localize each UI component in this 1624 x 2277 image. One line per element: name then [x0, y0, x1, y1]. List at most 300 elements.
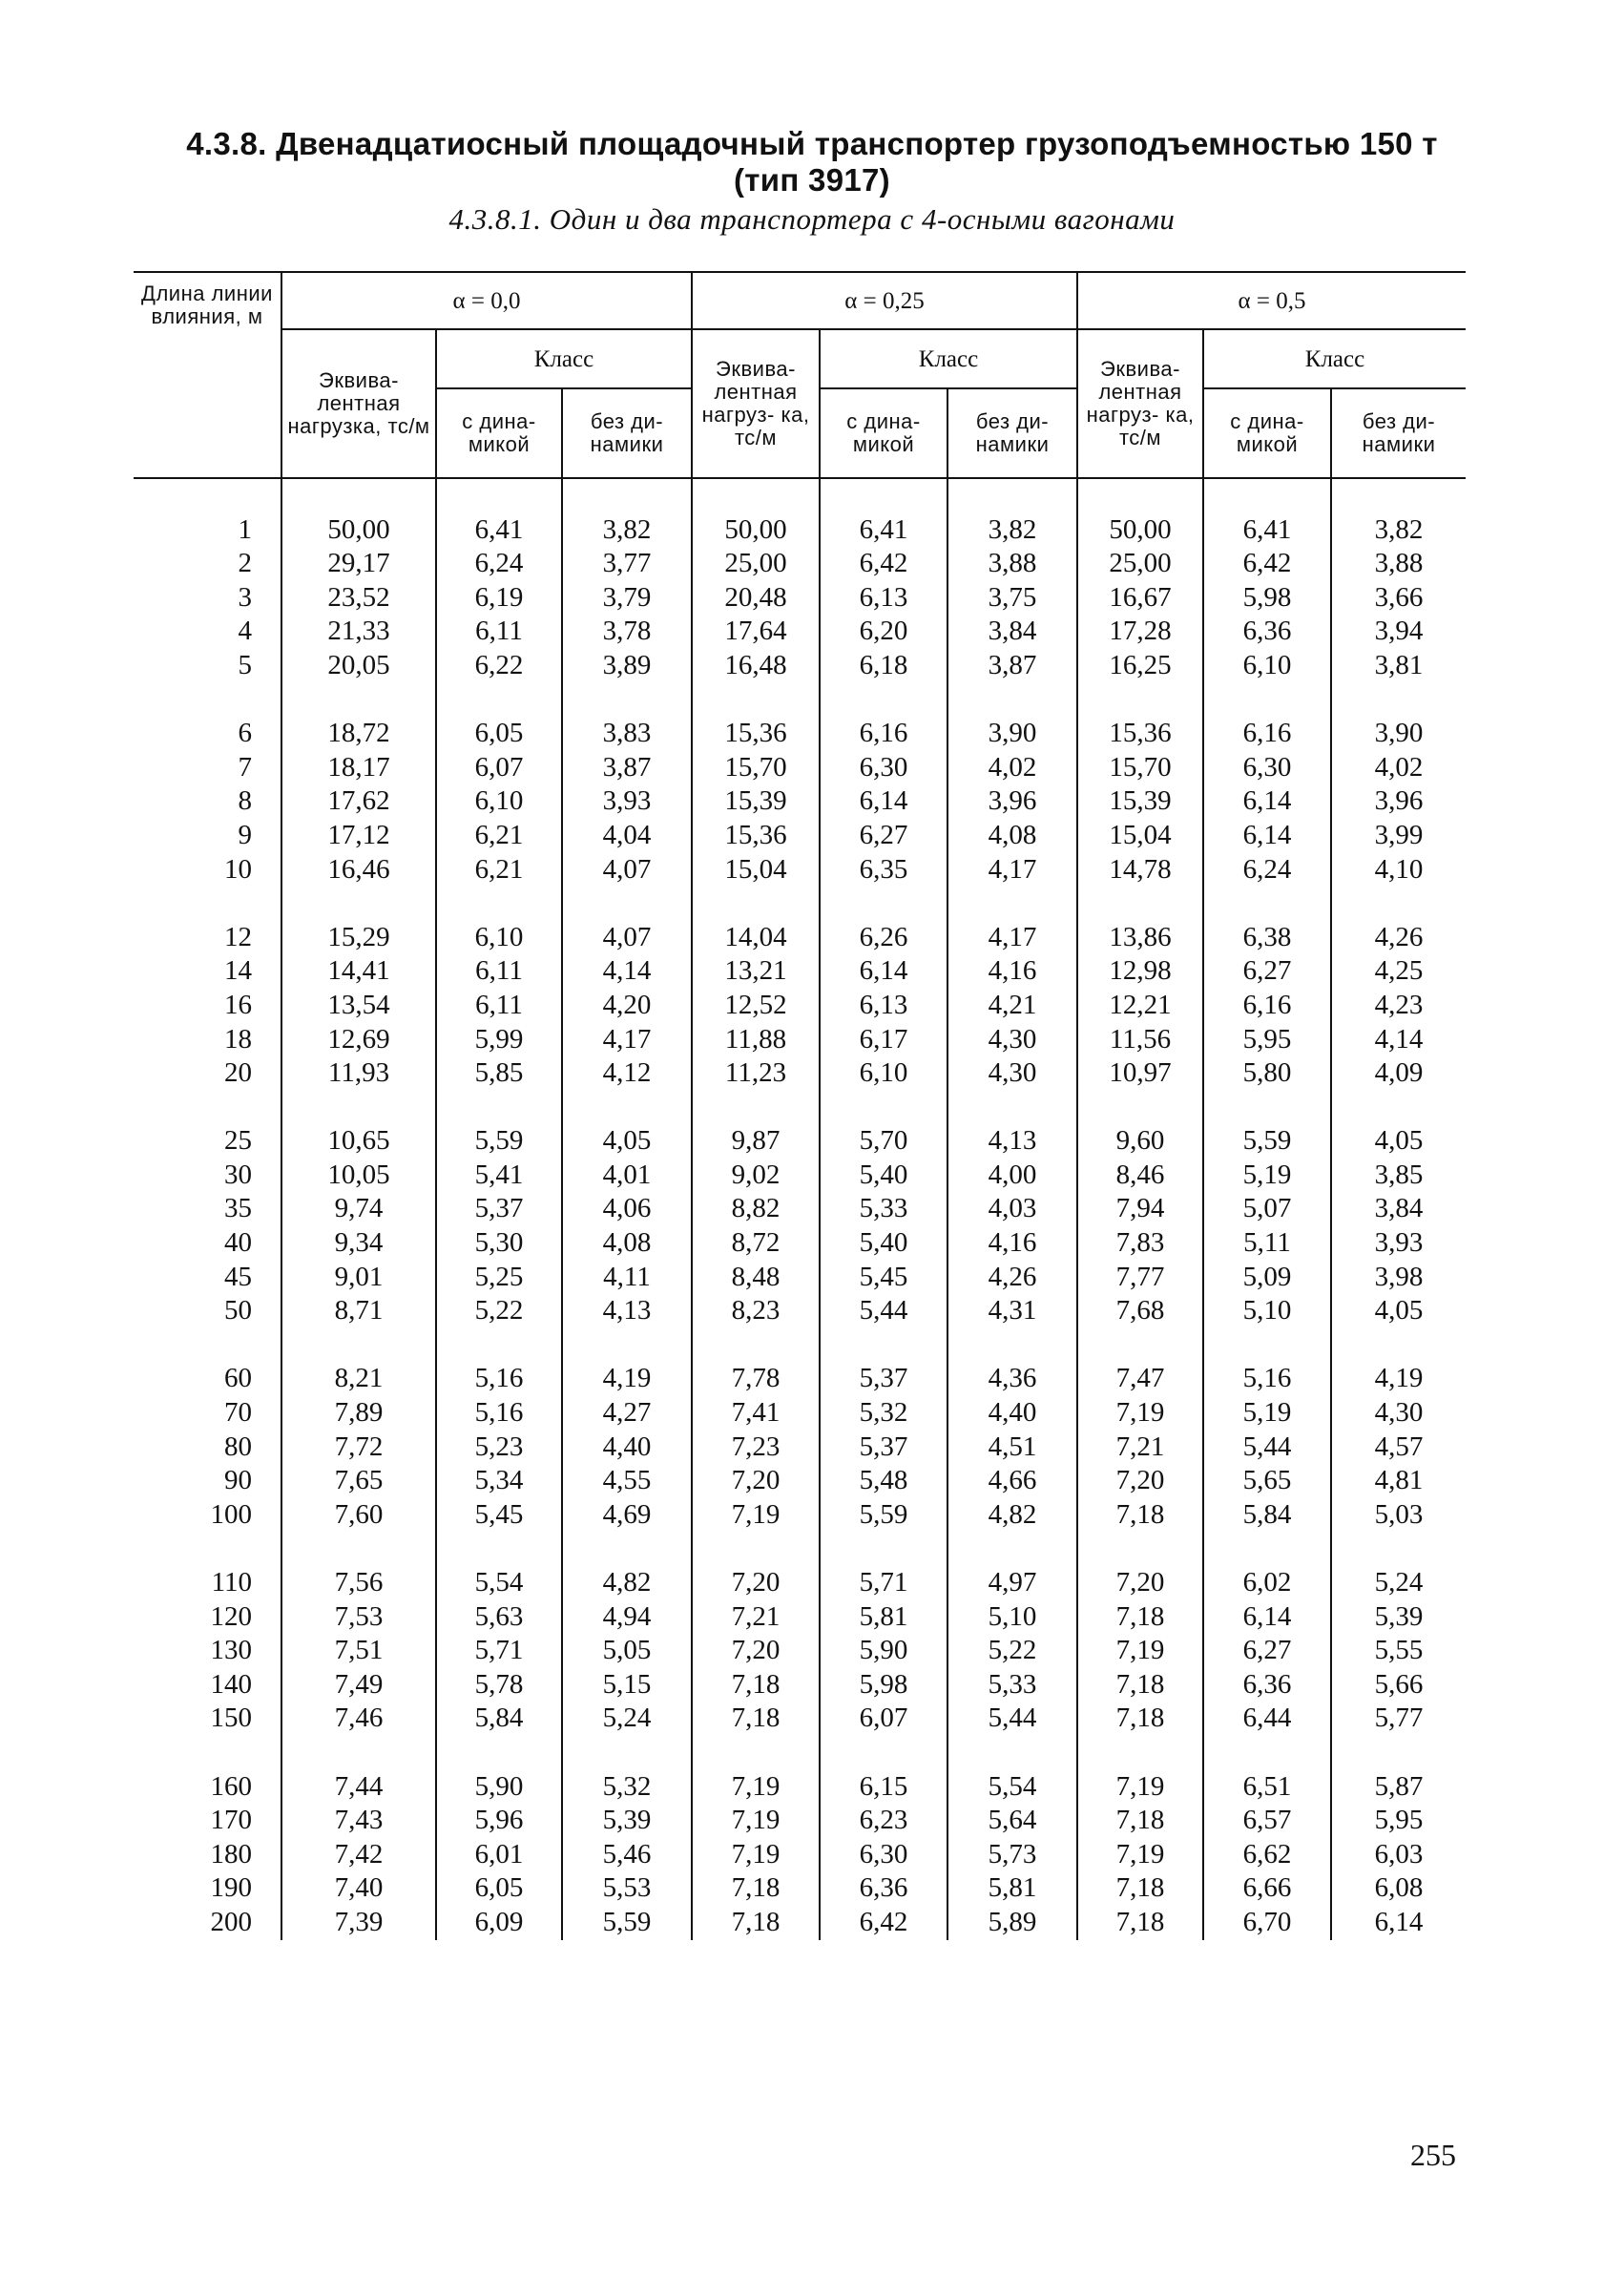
table-cell: 5,54 [436, 1566, 562, 1600]
table-row [134, 615, 1466, 649]
header-without-dyn-0: без ди- намики [562, 388, 692, 478]
table-cell: 6,42 [820, 547, 947, 581]
table-cell: 8,23 [692, 1294, 820, 1328]
table-cell: 4,20 [562, 989, 692, 1023]
table-cell: 4,02 [947, 751, 1077, 785]
table-cell: 6,41 [820, 513, 947, 548]
table-cell: 4,21 [947, 989, 1077, 1023]
table-cell: 4,97 [947, 1566, 1077, 1600]
table-cell: 7,72 [281, 1431, 436, 1465]
table-cell: 7,65 [281, 1464, 436, 1498]
table-cell: 25,00 [692, 547, 820, 581]
table-cell: 6,02 [1203, 1566, 1331, 1600]
table-cell: 7,20 [692, 1566, 820, 1600]
table-cell: 5,09 [1203, 1261, 1331, 1295]
table-cell: 7,46 [281, 1702, 436, 1736]
table-row [134, 1159, 1466, 1193]
cell-length: 4 [238, 616, 252, 647]
table-cell: 7,18 [692, 1906, 820, 1940]
table-cell: 12,98 [1077, 954, 1203, 989]
table-cell: 8,72 [692, 1226, 820, 1261]
table-cell: 5,33 [947, 1668, 1077, 1703]
table-cell: 5,44 [947, 1702, 1077, 1736]
table-cell: 6,16 [820, 717, 947, 751]
table-cell: 5,16 [436, 1362, 562, 1396]
table-cell: 4,03 [947, 1192, 1077, 1226]
table-cell: 15,70 [1077, 751, 1203, 785]
table-cell: 7,41 [692, 1396, 820, 1431]
table-cell: 4,69 [562, 1498, 692, 1533]
table-row [134, 1871, 1466, 1906]
table-cell: 5,65 [1203, 1464, 1331, 1498]
table-cell: 7,43 [281, 1804, 436, 1838]
table-cell: 6,30 [1203, 751, 1331, 785]
table-cell: 3,83 [562, 717, 692, 751]
table-cell: 4,07 [562, 853, 692, 888]
table-cell: 4,30 [947, 1023, 1077, 1057]
table-cell: 3,89 [562, 649, 692, 683]
table-cell: 3,87 [562, 751, 692, 785]
table-cell: 5,98 [820, 1668, 947, 1703]
table-cell: 6,07 [436, 751, 562, 785]
table-cell: 5,78 [436, 1668, 562, 1703]
table-cell: 3,93 [562, 784, 692, 819]
table-cell: 4,13 [562, 1294, 692, 1328]
table-cell: 6,10 [820, 1056, 947, 1091]
table-cell: 7,20 [692, 1464, 820, 1498]
table-row [134, 1702, 1466, 1736]
table-row [134, 751, 1466, 785]
table-cell: 6,17 [820, 1023, 947, 1057]
table-row [134, 954, 1466, 989]
table-cell: 7,19 [692, 1804, 820, 1838]
header-class-1: Класс [820, 329, 1077, 388]
cell-length: 16 [224, 989, 252, 1020]
table-cell: 7,78 [692, 1362, 820, 1396]
table-cell: 6,21 [436, 819, 562, 853]
table-cell: 5,16 [436, 1396, 562, 1431]
table-row [134, 853, 1466, 888]
table-cell: 6,70 [1203, 1906, 1331, 1940]
header-alpha-025: α = 0,25 [692, 272, 1077, 329]
cell-length: 12 [224, 921, 252, 952]
cell-length: 60 [224, 1363, 252, 1394]
cell-length: 6 [238, 718, 252, 749]
table-cell: 4,66 [947, 1464, 1077, 1498]
header-without-dyn-1: без ди- намики [947, 388, 1077, 478]
cell-length: 2 [238, 548, 252, 579]
table-cell: 4,06 [562, 1192, 692, 1226]
table-cell: 7,18 [1077, 1906, 1203, 1940]
table-row [134, 1498, 1466, 1533]
table-row [134, 989, 1466, 1023]
table-cell: 6,24 [436, 547, 562, 581]
table-cell: 7,44 [281, 1770, 436, 1805]
table-cell: 15,39 [692, 784, 820, 819]
table-cell: 50,00 [1077, 513, 1203, 548]
table-cell: 6,38 [1203, 921, 1331, 955]
table-cell: 7,42 [281, 1838, 436, 1872]
table-cell: 7,19 [692, 1498, 820, 1533]
cell-length: 150 [210, 1703, 252, 1734]
table-cell: 9,74 [281, 1192, 436, 1226]
header-with-dyn-0: с дина- микой [436, 388, 562, 478]
table-cell: 5,87 [1331, 1770, 1466, 1805]
table-cell: 7,19 [1077, 1396, 1203, 1431]
table-cell: 15,29 [281, 921, 436, 955]
table-cell: 3,88 [947, 547, 1077, 581]
table-cell: 6,19 [436, 581, 562, 616]
table-body [134, 478, 1466, 1940]
table-cell: 15,70 [692, 751, 820, 785]
table-cell: 5,46 [562, 1838, 692, 1872]
page-number: 255 [1410, 2138, 1456, 2172]
table-cell: 11,93 [281, 1056, 436, 1091]
table-cell: 4,27 [562, 1396, 692, 1431]
table-cell: 5,45 [436, 1498, 562, 1533]
table-cell: 5,95 [1203, 1023, 1331, 1057]
table-cell: 5,98 [1203, 581, 1331, 616]
table-cell: 3,82 [947, 513, 1077, 548]
cell-length: 30 [224, 1159, 252, 1190]
table-cell: 9,34 [281, 1226, 436, 1261]
table-cell: 6,21 [436, 853, 562, 888]
table-cell: 6,10 [436, 784, 562, 819]
table-cell: 5,30 [436, 1226, 562, 1261]
table-cell: 5,34 [436, 1464, 562, 1498]
table-cell: 12,21 [1077, 989, 1203, 1023]
table-cell: 4,82 [947, 1498, 1077, 1533]
table-cell: 5,10 [947, 1600, 1077, 1635]
table-cell: 6,14 [820, 784, 947, 819]
table-cell: 6,14 [1203, 784, 1331, 819]
table-cell: 20,48 [692, 581, 820, 616]
table-cell: 6,36 [1203, 1668, 1331, 1703]
section-title-type: (тип 3917) [734, 162, 890, 198]
header-eq-load-1: Эквива- лентная нагруз- ка, тс/м [692, 329, 820, 478]
table-cell: 3,84 [1331, 1192, 1466, 1226]
table-cell: 5,33 [820, 1192, 947, 1226]
table-cell: 7,21 [1077, 1431, 1203, 1465]
table-cell: 4,12 [562, 1056, 692, 1091]
table-cell: 6,27 [1203, 1634, 1331, 1668]
cell-length: 5 [238, 649, 252, 680]
table-cell: 4,23 [1331, 989, 1466, 1023]
table-cell: 6,57 [1203, 1804, 1331, 1838]
table-cell: 6,05 [436, 717, 562, 751]
table-cell: 4,08 [562, 1226, 692, 1261]
table-cell: 5,44 [1203, 1431, 1331, 1465]
cell-length: 110 [211, 1567, 252, 1598]
table-cell: 5,19 [1203, 1396, 1331, 1431]
load-table [134, 271, 1466, 1940]
table-cell: 3,88 [1331, 547, 1466, 581]
table-cell: 5,54 [947, 1770, 1077, 1805]
table-cell: 6,30 [820, 1838, 947, 1872]
table-row [134, 547, 1466, 581]
table-cell: 5,32 [562, 1770, 692, 1805]
table-cell: 6,16 [1203, 717, 1331, 751]
table-cell: 6,30 [820, 751, 947, 785]
cell-length: 7 [238, 751, 252, 783]
table-cell: 7,21 [692, 1600, 820, 1635]
table-cell: 14,04 [692, 921, 820, 955]
table-cell: 7,23 [692, 1431, 820, 1465]
table-cell: 15,39 [1077, 784, 1203, 819]
table-cell: 4,57 [1331, 1431, 1466, 1465]
table-cell: 16,48 [692, 649, 820, 683]
table-cell: 5,05 [562, 1634, 692, 1668]
table-cell: 6,20 [820, 615, 947, 649]
table-cell: 6,36 [820, 1871, 947, 1906]
table-cell: 6,22 [436, 649, 562, 683]
table-row [134, 1396, 1466, 1431]
header-alpha-05: α = 0,5 [1077, 272, 1466, 329]
table-cell: 6,07 [820, 1702, 947, 1736]
section-title: 4.3.8. Двенадцатиосный площадочный транспортер грузоподъемностью 150 т [186, 126, 1438, 161]
table-cell: 6,18 [820, 649, 947, 683]
table-cell: 5,41 [436, 1159, 562, 1193]
cell-length: 70 [224, 1397, 252, 1429]
table-cell: 11,56 [1077, 1023, 1203, 1057]
table-row [134, 1124, 1466, 1159]
table-cell: 5,59 [820, 1498, 947, 1533]
table-cell: 14,41 [281, 954, 436, 989]
table-cell: 5,84 [1203, 1498, 1331, 1533]
table-cell: 7,18 [692, 1871, 820, 1906]
table-cell: 5,59 [1203, 1124, 1331, 1159]
table-cell: 5,37 [436, 1192, 562, 1226]
table-cell: 5,81 [820, 1600, 947, 1635]
table-cell: 3,75 [947, 581, 1077, 616]
table-row [134, 819, 1466, 853]
table-cell: 4,26 [1331, 921, 1466, 955]
table-cell: 7,53 [281, 1600, 436, 1635]
cell-length: 35 [224, 1193, 252, 1224]
table-cell: 5,39 [562, 1804, 692, 1838]
table-row [134, 581, 1466, 616]
table-cell: 13,54 [281, 989, 436, 1023]
table-cell: 4,16 [947, 1226, 1077, 1261]
table-cell: 4,02 [1331, 751, 1466, 785]
table-cell: 23,52 [281, 581, 436, 616]
table-cell: 5,16 [1203, 1362, 1331, 1396]
table-cell: 4,16 [947, 954, 1077, 989]
table-cell: 8,46 [1077, 1159, 1203, 1193]
table-cell: 9,60 [1077, 1124, 1203, 1159]
table-cell: 6,14 [1203, 819, 1331, 853]
table-cell: 3,90 [947, 717, 1077, 751]
table-cell: 4,94 [562, 1600, 692, 1635]
table-row [134, 513, 1466, 548]
table-cell: 6,01 [436, 1838, 562, 1872]
table-cell: 6,14 [1203, 1600, 1331, 1635]
table-cell: 4,00 [947, 1159, 1077, 1193]
table-cell: 7,18 [1077, 1668, 1203, 1703]
cell-length: 45 [224, 1261, 252, 1292]
table-cell: 5,39 [1331, 1600, 1466, 1635]
table-cell: 15,04 [692, 853, 820, 888]
cell-length: 170 [210, 1805, 252, 1836]
table-cell: 5,71 [820, 1566, 947, 1600]
table-cell: 6,26 [820, 921, 947, 955]
table-cell: 5,53 [562, 1871, 692, 1906]
table-cell: 6,51 [1203, 1770, 1331, 1805]
table-cell: 4,19 [562, 1362, 692, 1396]
table-cell: 4,36 [947, 1362, 1077, 1396]
table-cell: 17,28 [1077, 615, 1203, 649]
table-cell: 5,55 [1331, 1634, 1466, 1668]
table-cell: 16,25 [1077, 649, 1203, 683]
table-cell: 4,30 [947, 1056, 1077, 1091]
table-cell: 16,67 [1077, 581, 1203, 616]
table-cell: 5,32 [820, 1396, 947, 1431]
table-cell: 6,08 [1331, 1871, 1466, 1906]
table-cell: 7,49 [281, 1668, 436, 1703]
table-cell: 15,36 [1077, 717, 1203, 751]
table-cell: 5,03 [1331, 1498, 1466, 1533]
table-cell: 7,94 [1077, 1192, 1203, 1226]
table-cell: 4,17 [947, 921, 1077, 955]
table-cell: 6,35 [820, 853, 947, 888]
cell-length: 160 [210, 1770, 252, 1802]
table-cell: 4,51 [947, 1431, 1077, 1465]
table-cell: 7,18 [692, 1702, 820, 1736]
table-row [134, 921, 1466, 955]
table-cell: 3,87 [947, 649, 1077, 683]
table-cell: 3,81 [1331, 649, 1466, 683]
table-cell: 6,27 [1203, 954, 1331, 989]
table-cell: 6,42 [1203, 547, 1331, 581]
table-cell: 5,95 [1331, 1804, 1466, 1838]
table-cell: 11,88 [692, 1023, 820, 1057]
table-cell: 5,90 [436, 1770, 562, 1805]
table-cell: 4,31 [947, 1294, 1077, 1328]
table-cell: 17,62 [281, 784, 436, 819]
table-cell: 6,24 [1203, 853, 1331, 888]
table-cell: 5,73 [947, 1838, 1077, 1872]
table-row [134, 1056, 1466, 1091]
table-cell: 15,36 [692, 717, 820, 751]
table-cell: 4,25 [1331, 954, 1466, 989]
cell-length: 90 [224, 1465, 252, 1496]
table-cell: 6,62 [1203, 1838, 1331, 1872]
table-cell: 6,05 [436, 1871, 562, 1906]
header-class-0: Класс [436, 329, 692, 388]
table-cell: 4,40 [947, 1396, 1077, 1431]
table-cell: 3,82 [562, 513, 692, 548]
table-cell: 7,60 [281, 1498, 436, 1533]
cell-length: 140 [210, 1668, 252, 1700]
cell-length: 1 [238, 513, 252, 545]
cell-length: 100 [210, 1498, 252, 1530]
table-cell: 6,13 [820, 989, 947, 1023]
table-cell: 4,07 [562, 921, 692, 955]
table-cell: 5,71 [436, 1634, 562, 1668]
table-cell: 6,36 [1203, 615, 1331, 649]
table-row [134, 1634, 1466, 1668]
table-cell: 5,15 [562, 1668, 692, 1703]
table-cell: 5,59 [562, 1906, 692, 1940]
table-cell: 17,12 [281, 819, 436, 853]
cell-length: 8 [238, 785, 252, 817]
subsection-title: 4.3.8.1. Один и два транспортера с 4-осными вагонами [448, 202, 1176, 236]
table-cell: 20,05 [281, 649, 436, 683]
table-cell: 7,18 [1077, 1871, 1203, 1906]
table-cell: 13,21 [692, 954, 820, 989]
table-cell: 6,09 [436, 1906, 562, 1940]
table-cell: 5,77 [1331, 1702, 1466, 1736]
table-cell: 5,59 [436, 1124, 562, 1159]
table-row [134, 1668, 1466, 1703]
cell-length: 120 [210, 1600, 252, 1632]
table-row [134, 1838, 1466, 1872]
table-cell: 5,99 [436, 1023, 562, 1057]
table-cell: 3,96 [1331, 784, 1466, 819]
table-cell: 7,19 [692, 1770, 820, 1805]
table-cell: 5,64 [947, 1804, 1077, 1838]
table-cell: 4,01 [562, 1159, 692, 1193]
table-cell: 5,89 [947, 1906, 1077, 1940]
table-cell: 17,64 [692, 615, 820, 649]
table-row [134, 1600, 1466, 1635]
table-cell: 3,66 [1331, 581, 1466, 616]
table-cell: 8,71 [281, 1294, 436, 1328]
table-cell: 5,11 [1203, 1226, 1331, 1261]
cell-length: 130 [210, 1635, 252, 1666]
table-row [134, 649, 1466, 683]
table-cell: 6,66 [1203, 1871, 1331, 1906]
table-cell: 3,79 [562, 581, 692, 616]
table-row [134, 1192, 1466, 1226]
table-cell: 5,48 [820, 1464, 947, 1498]
table-cell: 8,48 [692, 1261, 820, 1295]
table-row [134, 1770, 1466, 1805]
table-cell: 8,21 [281, 1362, 436, 1396]
table-cell: 5,10 [1203, 1294, 1331, 1328]
cell-length: 200 [210, 1906, 252, 1937]
table-cell: 4,30 [1331, 1396, 1466, 1431]
table-cell: 3,99 [1331, 819, 1466, 853]
table-cell: 5,70 [820, 1124, 947, 1159]
table-cell: 4,17 [562, 1023, 692, 1057]
table-cell: 5,40 [820, 1226, 947, 1261]
cell-length: 50 [224, 1295, 252, 1327]
table-cell: 5,22 [947, 1634, 1077, 1668]
cell-length: 3 [238, 581, 252, 613]
header-with-dyn-2: с дина- микой [1203, 388, 1331, 478]
table-cell: 3,77 [562, 547, 692, 581]
table-cell: 6,41 [436, 513, 562, 548]
table-cell: 50,00 [281, 513, 436, 548]
table-cell: 5,07 [1203, 1192, 1331, 1226]
table-cell: 7,18 [1077, 1498, 1203, 1533]
table-cell: 6,14 [1331, 1906, 1466, 1940]
table-cell: 6,23 [820, 1804, 947, 1838]
table-cell: 4,05 [1331, 1124, 1466, 1159]
table-cell: 5,81 [947, 1871, 1077, 1906]
table-cell: 5,85 [436, 1056, 562, 1091]
cell-length: 40 [224, 1227, 252, 1259]
table-cell: 5,23 [436, 1431, 562, 1465]
table-cell: 9,01 [281, 1261, 436, 1295]
header-without-dyn-2: без ди- намики [1331, 388, 1466, 478]
table-row [134, 784, 1466, 819]
cell-length: 190 [210, 1872, 252, 1904]
header-alpha-0: α = 0,0 [281, 272, 692, 329]
table-cell: 5,45 [820, 1261, 947, 1295]
table-row [134, 1362, 1466, 1396]
